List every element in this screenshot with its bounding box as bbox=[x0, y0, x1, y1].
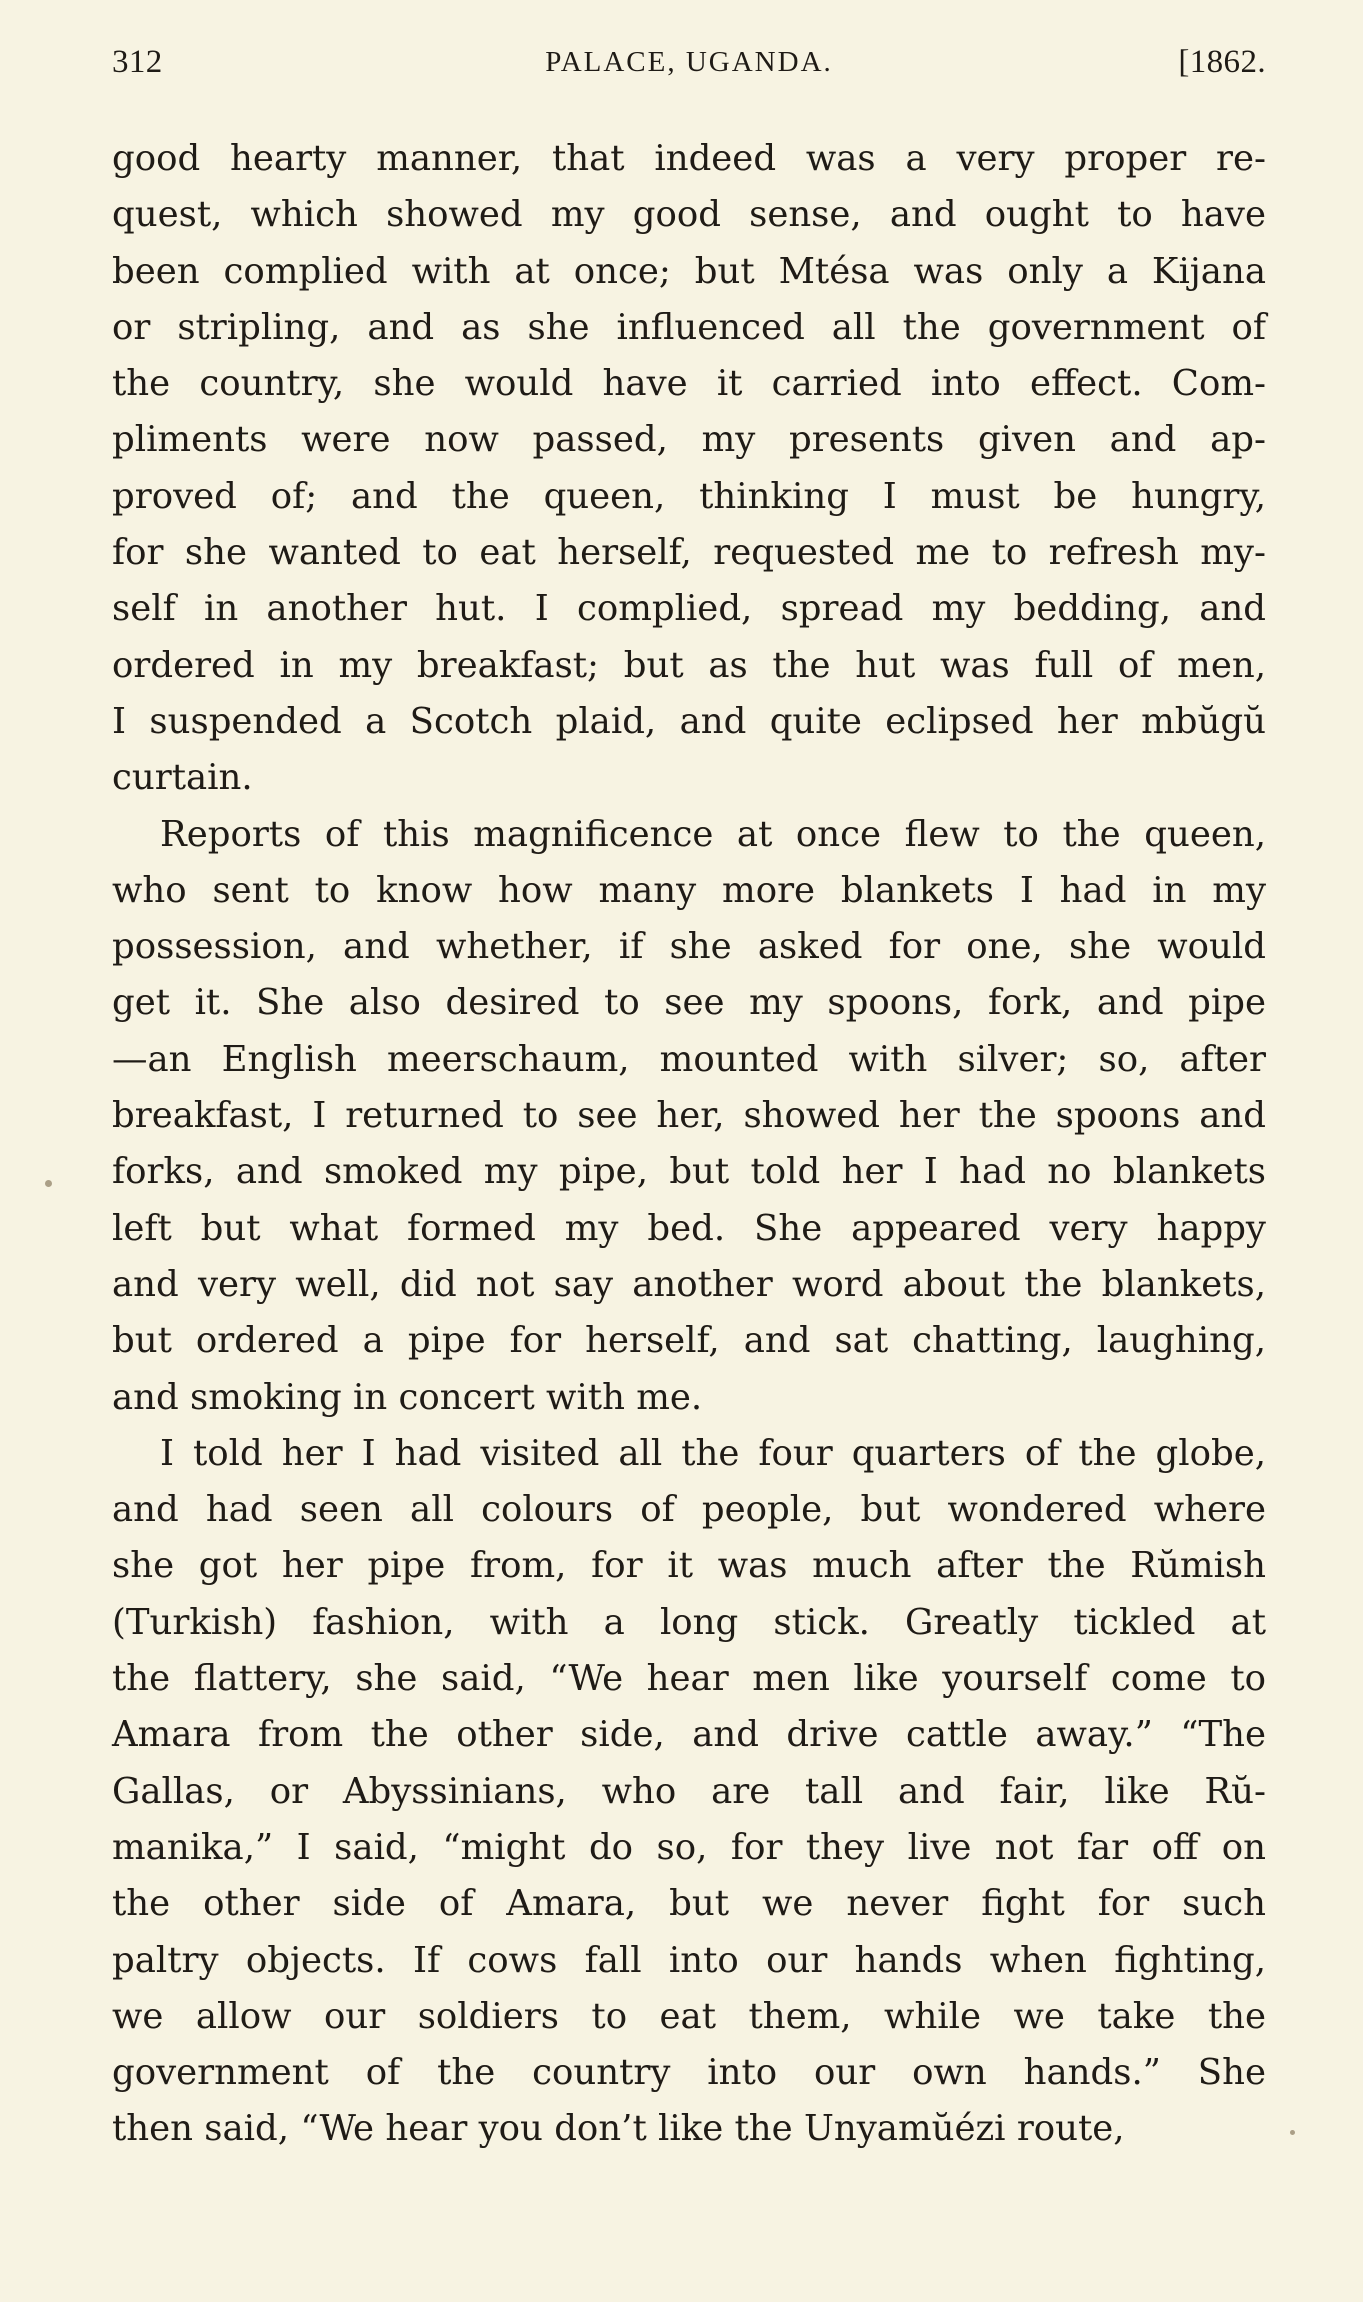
text-line: who sent to know how many more blankets I had in my bbox=[112, 869, 1266, 911]
text-line: possession, and whether, if she asked for one, she would bbox=[112, 926, 1266, 968]
paragraph bbox=[112, 1426, 1266, 2158]
text-line: (Turkish) fashion, with a long stick. Greatly tickled at bbox=[112, 1601, 1266, 1643]
paper-speck bbox=[45, 1180, 52, 1187]
text-line: Reports of this magnificence at once flew to the queen, bbox=[160, 813, 1266, 855]
text-line: and had seen all colours of people, but wondered where bbox=[112, 1489, 1266, 1531]
text-line: self in another hut. I complied, spread my bedding, and bbox=[112, 588, 1266, 630]
text-line: for she wanted to eat herself, requested me to refresh my- bbox=[112, 532, 1266, 574]
paragraph bbox=[112, 807, 1266, 1426]
text-line: forks, and smoked my pipe, but told her I had no blankets bbox=[112, 1151, 1266, 1193]
text-line: and very well, did not say another word about the blankets, bbox=[112, 1263, 1266, 1305]
text-line: paltry objects. If cows fall into our hands when fighting, bbox=[112, 1939, 1266, 1981]
text-line: then said, “We hear you don’t like the Unyamŭézi route, bbox=[112, 2108, 1125, 2150]
text-line: quest, which showed my good sense, and ought to have bbox=[112, 194, 1266, 236]
text-line: ordered in my breakfast; but as the hut was full of men, bbox=[112, 644, 1266, 686]
text-line: pliments were now passed, my presents given and ap- bbox=[112, 419, 1266, 461]
text-line: the other side of Amara, but we never fight for such bbox=[112, 1883, 1266, 1925]
text-line: the country, she would have it carried into effect. Com- bbox=[112, 363, 1266, 405]
page-number: 312 bbox=[112, 44, 163, 80]
text-line: —an English meerschaum, mounted with silver; so, after bbox=[112, 1038, 1266, 1080]
running-head bbox=[112, 44, 1266, 104]
running-year: [1862. bbox=[1178, 44, 1266, 80]
text-line: get it. She also desired to see my spoons, fork, and pipe bbox=[112, 982, 1266, 1024]
text-line: breakfast, I returned to see her, showed her the spoons and bbox=[112, 1095, 1266, 1137]
text-line: but ordered a pipe for herself, and sat chatting, laughing, bbox=[112, 1320, 1266, 1362]
paragraph bbox=[112, 131, 1266, 807]
text-line: proved of; and the queen, thinking I must be hungry, bbox=[112, 475, 1266, 517]
text-line: curtain. bbox=[112, 757, 253, 799]
text-line: I suspended a Scotch plaid, and quite eclipsed her mbŭgŭ bbox=[112, 700, 1266, 742]
text-line: I told her I had visited all the four quarters of the globe, bbox=[160, 1432, 1266, 1474]
text-line: and smoking in concert with me. bbox=[112, 1376, 703, 1418]
text-line: government of the country into our own hands.” She bbox=[112, 2052, 1266, 2094]
text-line: Amara from the other side, and drive cattle away.” “The bbox=[112, 1714, 1266, 1756]
text-line: the flattery, she said, “We hear men like yourself come to bbox=[112, 1658, 1266, 1700]
paper-speck bbox=[1290, 2130, 1295, 2135]
running-title: PALACE, UGANDA. bbox=[545, 46, 833, 78]
text-line: we allow our soldiers to eat them, while we take the bbox=[112, 1995, 1266, 2037]
text-line: left but what formed my bed. She appeared very happy bbox=[112, 1207, 1266, 1249]
text-line: Gallas, or Abyssinians, who are tall and fair, like Rŭ- bbox=[112, 1770, 1266, 1812]
text-line: manika,” I said, “might do so, for they live not far off on bbox=[112, 1826, 1266, 1868]
text-line: good hearty manner, that indeed was a very proper re- bbox=[112, 138, 1266, 179]
body-text bbox=[112, 131, 1266, 2158]
text-line: been complied with at once; but Mtésa was only a Kijana bbox=[112, 250, 1266, 292]
text-line: she got her pipe from, for it was much after the Rŭmish bbox=[112, 1545, 1266, 1587]
text-line: or stripling, and as she influenced all the government of bbox=[112, 306, 1266, 348]
